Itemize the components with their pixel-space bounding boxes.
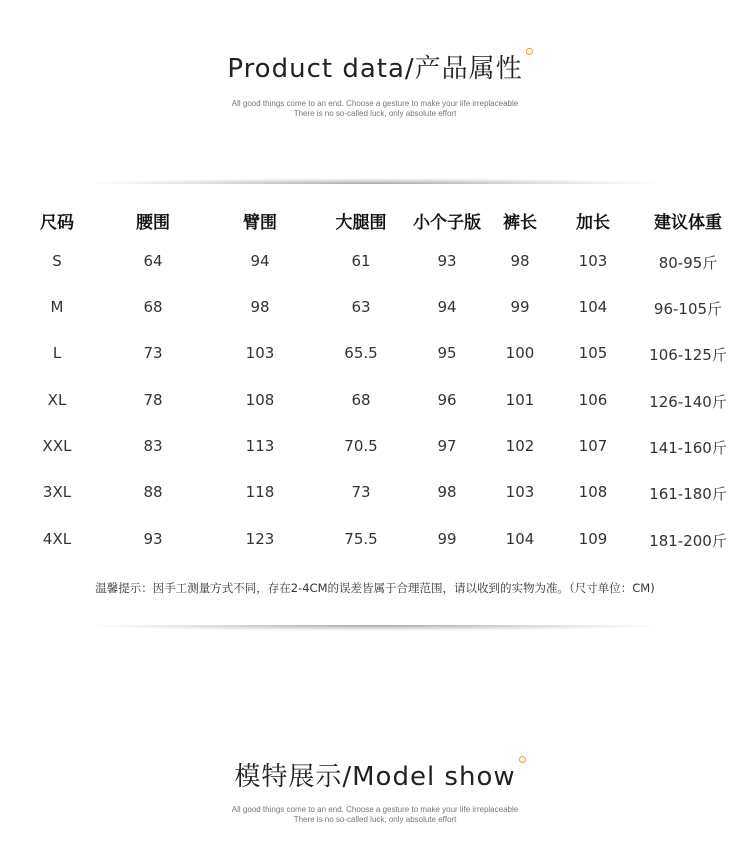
header-cell-hip: 臂围 — [243, 213, 277, 233]
table-cell: 94 — [437, 298, 457, 316]
table-cell: 98 — [437, 483, 457, 501]
table-cell: 99 — [437, 530, 457, 548]
table-cell: 100 — [505, 344, 535, 362]
table-cell: XXL — [42, 437, 72, 455]
table-cell: 95 — [437, 344, 457, 362]
table-cell: 126-140斤 — [649, 393, 727, 411]
table-row — [0, 530, 750, 554]
decorative-circle-icon — [526, 48, 533, 55]
table-cell: 104 — [505, 530, 535, 548]
table-cell: 80-95斤 — [658, 254, 718, 272]
table-cell: 105 — [578, 344, 608, 362]
measurement-note: 温馨提示：因手工测量方式不同，存在2-4CM的误差皆属于合理范围，请以收到的实物为准。（尺寸单位：CM) — [95, 581, 655, 595]
model-show-title — [234, 756, 515, 793]
table-cell: 98 — [250, 298, 270, 316]
table-row — [0, 391, 750, 415]
table-row — [0, 483, 750, 507]
header-cell-long: 加长 — [576, 213, 610, 233]
table-cell: 65.5 — [344, 344, 378, 362]
table-cell: 94 — [250, 252, 270, 270]
table-cell: 103 — [578, 252, 608, 270]
table-cell: 93 — [143, 530, 163, 548]
table-cell: 4XL — [42, 530, 72, 548]
table-cell: 101 — [505, 391, 535, 409]
table-cell: 109 — [578, 530, 608, 548]
header-cell-waist: 腰围 — [136, 213, 170, 233]
table-cell: 83 — [143, 437, 163, 455]
table-cell: 93 — [437, 252, 457, 270]
header-cell-size: 尺码 — [40, 213, 74, 233]
product-data-subtitle-1: All good things come to an end. Choose a gesture to make your life irreplaceable — [231, 99, 519, 108]
table-cell: 68 — [351, 391, 371, 409]
product-data-title-text: Product data/产品属性 — [227, 54, 523, 84]
table-cell: 102 — [505, 437, 535, 455]
header-cell-petite: 小个子版 — [413, 213, 481, 233]
table-header-row — [0, 208, 750, 232]
header-cell-thigh: 大腿围 — [335, 213, 387, 233]
table-cell: 70.5 — [344, 437, 378, 455]
table-cell: 161-180斤 — [649, 485, 727, 503]
table-cell: 3XL — [42, 483, 72, 501]
table-cell: 113 — [245, 437, 275, 455]
table-cell: 108 — [245, 391, 275, 409]
table-cell: 78 — [143, 391, 163, 409]
table-cell: 73 — [143, 344, 163, 362]
decorative-circle-icon — [519, 756, 526, 763]
table-cell: 103 — [245, 344, 275, 362]
table-cell: 181-200斤 — [649, 532, 727, 550]
table-cell: 106 — [578, 391, 608, 409]
table-bottom-shadow-divider — [0, 625, 750, 633]
table-row — [0, 437, 750, 461]
table-cell: 73 — [351, 483, 371, 501]
table-cell: L — [52, 344, 62, 362]
table-cell: 88 — [143, 483, 163, 501]
table-cell: 64 — [143, 252, 163, 270]
table-cell: 68 — [143, 298, 163, 316]
table-cell: 108 — [578, 483, 608, 501]
table-cell: 98 — [510, 252, 530, 270]
table-cell: 123 — [245, 530, 275, 548]
header-cell-weight: 建议体重 — [654, 213, 722, 233]
table-cell: 99 — [510, 298, 530, 316]
table-cell: 61 — [351, 252, 371, 270]
table-cell: M — [50, 298, 64, 316]
table-cell: 103 — [505, 483, 535, 501]
table-cell: 141-160斤 — [649, 439, 727, 457]
table-cell: 96 — [437, 391, 457, 409]
model-show-title-text: 模特展示/Model show — [234, 762, 516, 792]
model-show-subtitle-1: All good things come to an end. Choose a gesture to make your life irreplaceable — [231, 805, 519, 814]
table-cell: 63 — [351, 298, 371, 316]
table-cell: 75.5 — [344, 530, 378, 548]
table-cell: 106-125斤 — [649, 346, 727, 364]
product-data-title — [227, 48, 522, 85]
table-cell: 104 — [578, 298, 608, 316]
model-show-subtitle-2: There is no so-called luck, only absolute effort — [293, 815, 457, 824]
table-cell: 97 — [437, 437, 457, 455]
product-data-header — [0, 48, 750, 119]
table-row — [0, 344, 750, 368]
table-cell: 107 — [578, 437, 608, 455]
table-cell: XL — [47, 391, 67, 409]
table-top-shadow-divider — [0, 176, 750, 184]
product-data-subtitle-2: There is no so-called luck, only absolute effort — [293, 109, 457, 118]
table-cell: S — [52, 252, 62, 270]
model-show-header — [0, 756, 750, 825]
table-row — [0, 252, 750, 276]
header-cell-length: 裤长 — [503, 213, 537, 233]
table-cell: 96-105斤 — [653, 300, 723, 318]
table-cell: 118 — [245, 483, 275, 501]
table-row — [0, 298, 750, 322]
